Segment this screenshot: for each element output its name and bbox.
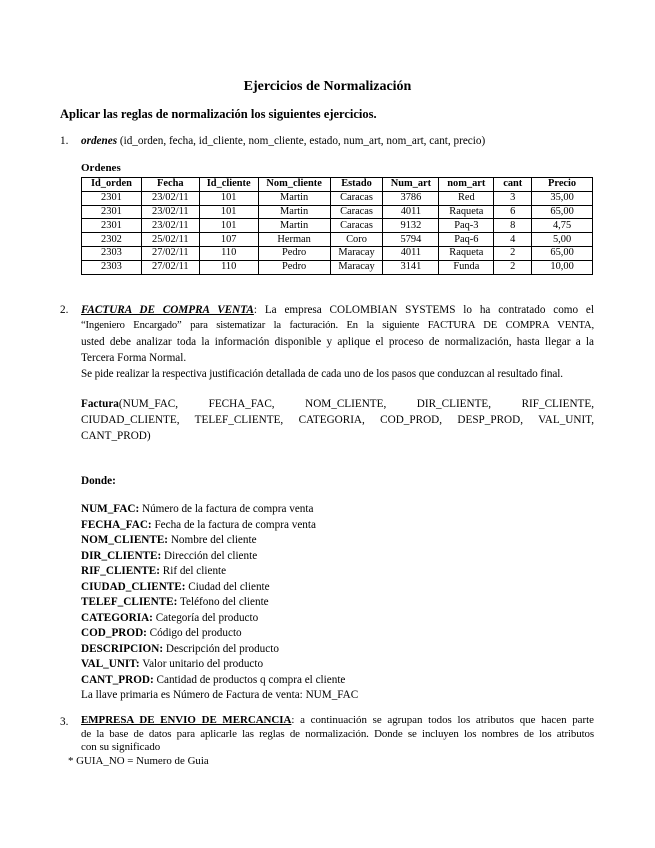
- table-cell: 3141: [383, 260, 439, 274]
- definition-value: Nombre del cliente: [168, 534, 257, 546]
- table-cell: 2301: [82, 219, 142, 233]
- table-cell: 5794: [383, 233, 439, 247]
- factura-attrs-2: CIUDAD_CLIENTE, TELEF_CLIENTE, CATEGORIA, COD_PROD, DESP_PROD, VAL_UNIT,: [81, 414, 594, 426]
- definition-value: Cantidad de productos q compra el cliente: [153, 673, 346, 686]
- table-cell: 23/02/11: [141, 205, 199, 219]
- definition-item: [81, 642, 358, 658]
- table-cell: 4011: [383, 205, 439, 219]
- table-cell: 2301: [82, 205, 142, 219]
- ex3-intro: [81, 714, 594, 755]
- column-header: Estado: [330, 178, 383, 192]
- table-cell: Paq-6: [439, 233, 494, 247]
- table-cell: Red: [439, 191, 494, 205]
- table-cell: 35,00: [532, 191, 593, 205]
- column-header: Num_art: [383, 178, 439, 192]
- definition-item: [81, 580, 358, 596]
- definition-value: Número de la factura de compra venta: [139, 503, 314, 515]
- column-header: Id_orden: [82, 178, 142, 192]
- definition-key: CIUDAD_CLIENTE:: [81, 580, 186, 593]
- ex3-line-3: con su significado: [81, 741, 161, 753]
- donde-heading: Donde:: [81, 475, 116, 487]
- table-row: [82, 260, 593, 274]
- column-header: Precio: [532, 178, 593, 192]
- ex2-number: 2.: [60, 304, 69, 316]
- ex1-number: 1.: [60, 135, 69, 147]
- table-cell: Raqueta: [439, 205, 494, 219]
- definition-item: [81, 626, 358, 642]
- ex2-line-c: usted debe analizar toda la información disponible y aplique el proceso de normalización, hasta llegar a la: [81, 336, 594, 348]
- table-cell: 4,75: [532, 219, 593, 233]
- orders-table: [81, 177, 593, 275]
- table-cell: Paq-3: [439, 219, 494, 233]
- definition-item: [81, 611, 358, 627]
- primary-key-note: La llave primaria es Número de Factura de venta: NUM_FAC: [81, 689, 359, 701]
- definition-item: [81, 502, 358, 518]
- table-cell: 5,00: [532, 233, 593, 247]
- ex3-item: * GUIA_NO = Numero de Guia: [68, 755, 209, 767]
- table-cell: Pedro: [258, 246, 330, 260]
- ex2-line: [81, 302, 594, 318]
- table-cell: 2303: [82, 260, 142, 274]
- ex1-attributes: (id_orden, fecha, id_cliente, nom_cliente, estado, num_art, nom_art, cant, precio): [117, 135, 486, 147]
- ex3-line-1: [81, 714, 594, 728]
- table-cell: 65,00: [532, 246, 593, 260]
- definition-key: DIR_CLIENTE:: [81, 549, 162, 562]
- table-cell: 25/02/11: [141, 233, 199, 247]
- definition-key: COD_PROD:: [81, 627, 147, 639]
- definition-value: Categoría del producto: [152, 611, 259, 624]
- page-subtitle: Aplicar las reglas de normalización los siguientes ejercicios.: [60, 107, 377, 121]
- table-cell: Martin: [258, 219, 330, 233]
- table-cell: 4011: [383, 246, 439, 260]
- definition-key: CANT_PROD:: [81, 673, 154, 686]
- table-cell: 27/02/11: [141, 246, 199, 260]
- column-header: cant: [494, 178, 532, 192]
- page-title: Ejercicios de Normalización: [243, 79, 412, 94]
- table-cell: 101: [199, 219, 258, 233]
- table-cell: Coro: [330, 233, 383, 247]
- definition-item: [81, 549, 358, 565]
- definition-key: DESCRIPCION:: [81, 642, 164, 655]
- definitions-list: [81, 502, 358, 704]
- table-cell: 101: [199, 191, 258, 205]
- factura-attrs-3: CANT_PROD): [81, 430, 151, 442]
- factura-attrs-1: (NUM_FAC, FECHA_FAC, NOM_CLIENTE, DIR_CLIENTE, RIF_CLIENTE,: [118, 398, 594, 410]
- definition-key: RIF_CLIENTE:: [81, 565, 160, 577]
- ex1-table-caption: Ordenes: [81, 162, 121, 174]
- table-row: [82, 205, 593, 219]
- ex2-heading: FACTURA DE COMPRA VENTA: [81, 304, 254, 316]
- table-cell: 2301: [82, 191, 142, 205]
- factura-relation: [81, 396, 594, 444]
- definition-value: Ciudad del cliente: [185, 580, 270, 593]
- definition-key: NUM_FAC:: [81, 503, 140, 515]
- table-cell: 2: [494, 260, 532, 274]
- table-cell: 23/02/11: [141, 191, 199, 205]
- column-header: Fecha: [141, 178, 199, 192]
- ex3-line-2: de la base de datos para aplicarle las reglas de normalización. Donde se incluyen los nombres de los atributos: [81, 727, 594, 740]
- table-cell: 2303: [82, 246, 142, 260]
- table-cell: 3: [494, 191, 532, 205]
- column-header: Nom_cliente: [258, 178, 330, 192]
- table-cell: 6: [494, 205, 532, 219]
- table-cell: 107: [199, 233, 258, 247]
- definition-value: Código del producto: [146, 627, 242, 639]
- table-row: [82, 219, 593, 233]
- table-cell: Herman: [258, 233, 330, 247]
- table-cell: Martin: [258, 205, 330, 219]
- table-cell: 9132: [383, 219, 439, 233]
- table-header-row: [82, 178, 593, 192]
- definition-key: VAL_UNIT:: [81, 658, 140, 670]
- definition-value: Fecha de la factura de compra venta: [151, 518, 316, 531]
- ex1-relation-name: ordenes: [81, 135, 118, 147]
- table-cell: Raqueta: [439, 246, 494, 260]
- factura-line-1: [81, 396, 594, 412]
- ex3-number: 3.: [60, 716, 69, 728]
- ex3-line-a: : a continuación se agrupan todos los atributos que hacen parte: [291, 714, 594, 726]
- table-cell: 110: [199, 246, 258, 260]
- ex3-heading: EMPRESA DE ENVIO DE MERCANCIA: [81, 714, 292, 726]
- definition-key: CATEGORIA:: [81, 611, 153, 624]
- ex1-statement: [81, 133, 485, 149]
- table-cell: 3786: [383, 191, 439, 205]
- table-cell: 27/02/11: [141, 260, 199, 274]
- table-cell: 2302: [82, 233, 142, 247]
- table-cell: Martin: [258, 191, 330, 205]
- definition-item: [81, 564, 358, 580]
- definition-value: Descripción del producto: [163, 642, 279, 655]
- column-header: nom_art: [439, 178, 494, 192]
- definition-item: [81, 533, 358, 549]
- table-cell: Funda: [439, 260, 494, 274]
- ex2-justification-note: Se pide realizar la respectiva justificación detallada de cada uno de los pasos que conduzcan al resultado final.: [81, 368, 563, 380]
- table-cell: Maracay: [330, 246, 383, 260]
- column-header: Id_cliente: [199, 178, 258, 192]
- ex2-line-b: “Ingeniero Encargado” para sistematizar la facturación. En la siguiente FACTURA DE COMPRA VENTA,: [81, 320, 594, 331]
- definition-key: TELEF_CLIENTE:: [81, 596, 178, 608]
- table-row: [82, 191, 593, 205]
- table-row: [82, 246, 593, 260]
- definition-item: [81, 518, 358, 534]
- definition-key: FECHA_FAC:: [81, 518, 152, 531]
- ex2-line-d: Tercera Forma Normal.: [81, 352, 187, 364]
- definition-item: [81, 673, 358, 689]
- definition-value: Teléfono del cliente: [177, 596, 269, 608]
- ex2-intro: [81, 302, 594, 382]
- table-cell: 4: [494, 233, 532, 247]
- definition-value: Dirección del cliente: [161, 549, 258, 562]
- table-cell: Pedro: [258, 260, 330, 274]
- table-cell: 65,00: [532, 205, 593, 219]
- table-cell: 2: [494, 246, 532, 260]
- table-cell: 10,00: [532, 260, 593, 274]
- table-row: [82, 233, 593, 247]
- table-cell: 101: [199, 205, 258, 219]
- ex2-line-a: : La empresa COLOMBIAN SYSTEMS lo ha contratado como el: [253, 304, 594, 316]
- factura-label: Factura: [81, 398, 119, 410]
- definition-item: [81, 595, 358, 611]
- table-cell: 110: [199, 260, 258, 274]
- table-cell: Caracas: [330, 219, 383, 233]
- definition-key: NOM_CLIENTE:: [81, 534, 169, 546]
- table-cell: 8: [494, 219, 532, 233]
- definition-value: Rif del cliente: [159, 565, 227, 577]
- table-cell: Caracas: [330, 191, 383, 205]
- definition-value: Valor unitario del producto: [139, 658, 264, 670]
- table-cell: Caracas: [330, 205, 383, 219]
- definition-item: [81, 657, 358, 673]
- table-cell: 23/02/11: [141, 219, 199, 233]
- table-cell: Maracay: [330, 260, 383, 274]
